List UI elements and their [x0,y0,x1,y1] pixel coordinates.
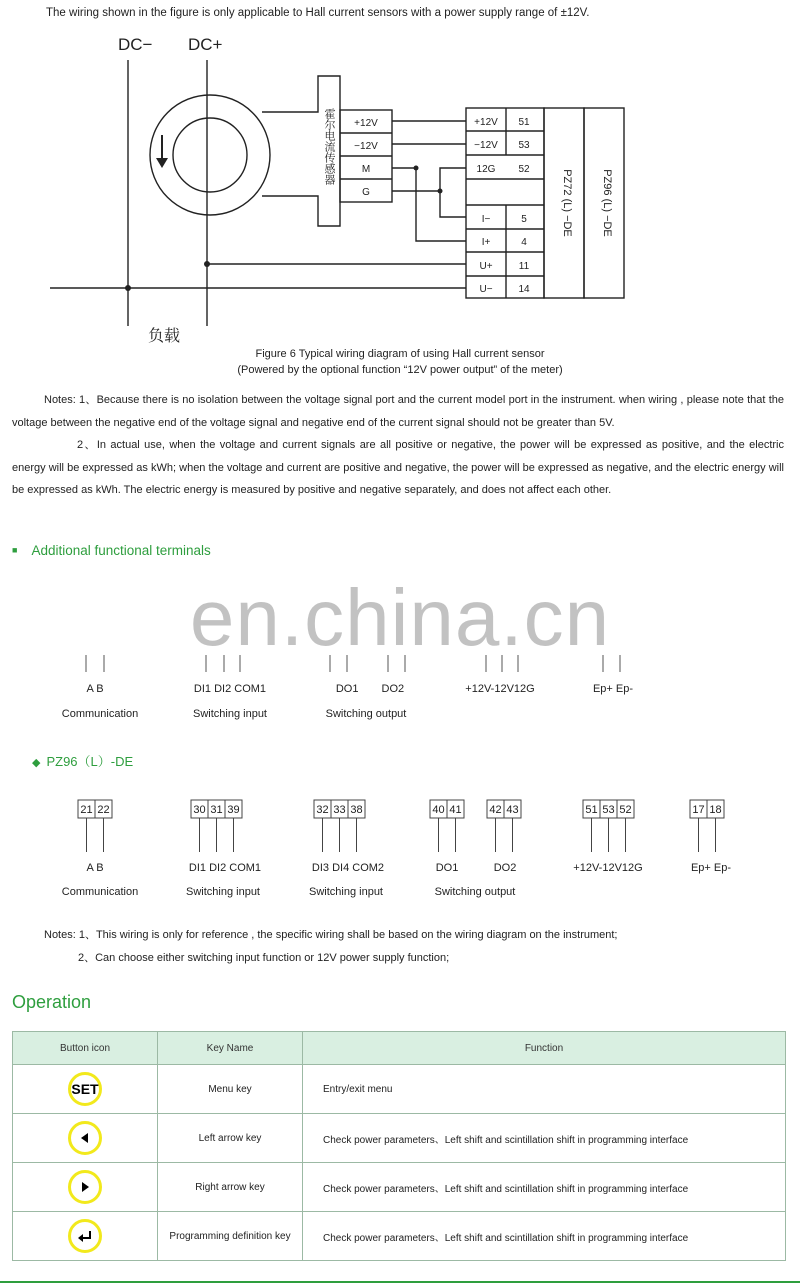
lower-switch-in-2-label: Switching input [309,886,383,898]
model-b-label: PZ96 (L) −DE [601,169,613,237]
svg-text:+12V: +12V [354,118,378,129]
table-row: Left arrow key Check power parameters、Left shift and scintillation shift in programming interface [13,1114,786,1163]
terminal-number: 33 [333,804,346,816]
svg-text:I−: I− [481,214,491,225]
svg-text:5: 5 [521,214,527,225]
lower-switch-in-1-pins: DI1 DI2 COM1 [188,862,262,874]
upper-switch-out-label: Switching output [325,708,407,720]
lower-ep-pins: Ep+ Ep- [690,862,732,874]
upper-switch-out-pins: DO1 DO2 [335,683,405,695]
terminal-number: 53 [602,804,615,816]
sensor-ring-inner [173,118,247,192]
meter-terminal-block [466,108,544,298]
terminal-number: 39 [227,804,240,816]
lower-do1-pins: DO1 [435,862,459,874]
lower-switch-out-label: Switching output [434,886,516,898]
pz96-title: ◆ PZ96（L）-DE [32,754,134,769]
set-button-icon: SET [68,1072,102,1106]
svg-text:51: 51 [518,117,530,128]
terminal-number: 41 [449,804,462,816]
svg-text:M: M [361,164,371,175]
upper-comm-label: Communication [61,708,139,720]
table-header-row [13,1032,786,1065]
terminal-number: 51 [585,804,598,816]
svg-text:−12V: −12V [474,140,498,151]
svg-text:11: 11 [518,261,530,272]
lower-comm-pins: A B [86,862,104,874]
lower-switch-in-2-pins: DI3 DI4 COM2 [311,862,385,874]
terminal-number: 42 [489,804,502,816]
svg-text:+12V: +12V [474,117,498,128]
lower-switch-in-1-label: Switching input [186,886,260,898]
table-row: SET Menu key Entry/exit menu [13,1065,786,1114]
svg-text:G: G [362,187,370,198]
model-a-label: PZ72 (L) −DE [561,169,573,237]
upper-power-pins: +12V-12V12G [465,683,535,695]
lower-power-pins: +12V-12V12G [573,862,643,874]
terminal-number: 18 [709,804,722,816]
operation-title: Operation [12,992,92,1012]
svg-text:53: 53 [518,140,530,151]
notes2-line1: Notes: 1、This wiring is only for reference , the specific wiring shall be based on the wiring diagram on the instrument; [44,929,618,941]
right-arrow-icon [68,1170,102,1204]
watermark: en.china.cn [189,573,611,662]
header-button-icon: Button icon [13,1032,158,1065]
dc-plus-label: DC+ [188,35,223,54]
lower-do2-pins: DO2 [493,862,517,874]
current-direction-arrow [156,135,168,168]
svg-text:U−: U− [479,284,493,295]
svg-text:I+: I+ [481,237,491,248]
figure-caption: Figure 6 Typical wiring diagram of using Hall current sensor (Powered by the optional function “12V power output” of the meter) [237,348,563,376]
svg-text:52: 52 [518,164,530,175]
terminal-number: 22 [97,804,110,816]
wiring-diagram [0,0,800,350]
enter-icon [68,1219,102,1253]
dc-minus-label: DC− [118,35,153,54]
notes-block-1: Notes: 1、Because there is no isolation between the voltage signal port and the current model port in the instrument. when wiring , please note that the voltage between the negative end of the voltage signal and negative end of the current signal should not be greater than 5V. 2、In actual use, when the voltage and current signals are all positive or negative, the power will be expressed as positive, and the electric energy will be expressed as kWh; when the voltage and current are positive and negative, the power will be expressed as negative, and the electric energy will be expressed as kWh. The electric energy is measured by positive and negative separately, and does not affect each other. [12,394,784,496]
upper-ep-pins: Ep+ Ep- [592,683,634,695]
svg-text:U+: U+ [479,261,493,272]
upper-switch-in-pins: DI1 DI2 COM1 [193,683,267,695]
terminal-number: 21 [80,804,93,816]
upper-switch-in-label: Switching input [193,708,267,720]
load-label: 负载 [148,328,181,345]
terminal-number: 38 [350,804,363,816]
terminal-number: 17 [692,804,705,816]
svg-text:−12V: −12V [354,141,378,152]
lower-comm-label: Communication [61,886,139,898]
table-row: Programming definition key Check power parameters、Left shift and scintillation shift in programming interface [13,1212,786,1261]
lower-terminal-blocks [0,798,800,858]
notes2-line2: 2、Can choose either switching input function or 12V power supply function; [78,952,450,964]
additional-terminals-title: ■ Additional functional terminals [12,543,211,558]
upper-terminal-leads [0,645,800,675]
terminal-number: 30 [193,804,206,816]
sensor-ring-outer [150,95,270,215]
left-arrow-icon [68,1121,102,1155]
header-function: Function [303,1032,786,1065]
terminal-number: 31 [210,804,223,816]
terminal-number: 32 [316,804,329,816]
header-key-name: Key Name [158,1032,303,1065]
terminal-number: 43 [506,804,519,816]
svg-text:4: 4 [521,237,527,248]
upper-comm-pins: A B [86,683,104,695]
sensor-label: 霍尔电流传感器 [323,108,335,185]
svg-text:14: 14 [518,284,530,295]
terminal-number: 40 [432,804,445,816]
intro-line: The wiring shown in the figure is only applicable to Hall current sensors with a power supply range of ±12V. [46,7,590,19]
terminal-number: 52 [619,804,632,816]
operation-table [12,1031,786,1261]
svg-text:12G: 12G [476,164,496,175]
table-row: Right arrow key Check power parameters、Left shift and scintillation shift in programming interface [13,1163,786,1212]
